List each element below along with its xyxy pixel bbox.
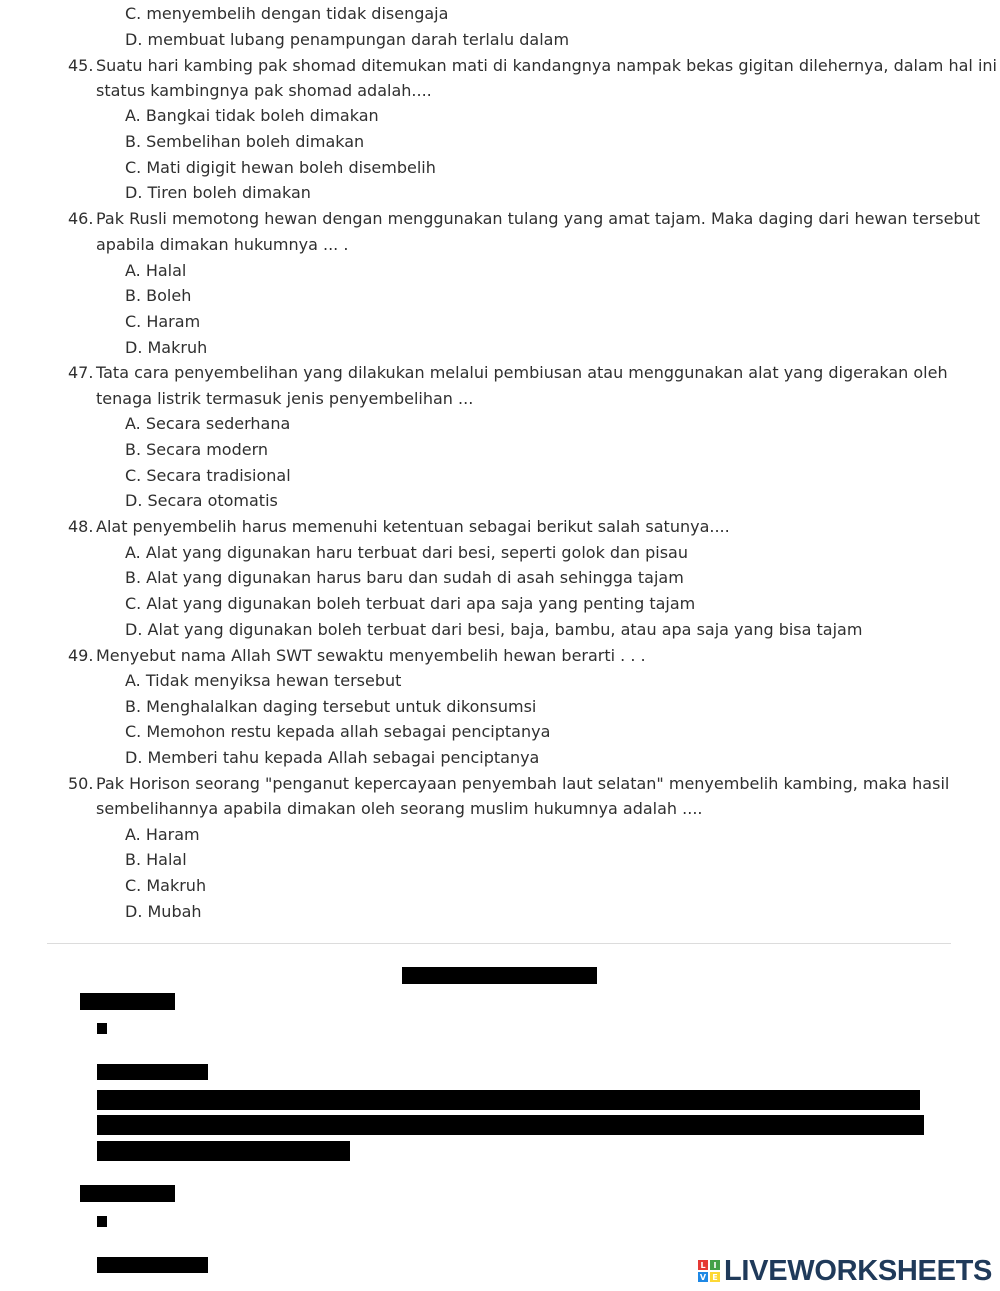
option-c: C. Memohon restu kepada allah sebagai penciptanya bbox=[125, 722, 551, 741]
redacted-bullet bbox=[97, 1216, 107, 1227]
question-text: apabila dimakan hukumnya ... . bbox=[96, 235, 349, 254]
option-a: A. Alat yang digunakan haru terbuat dari besi, seperti golok dan pisau bbox=[125, 543, 688, 562]
question-text: Pak Horison seorang "penganut kepercayaan penyembah laut selatan" menyembelih kambing, maka hasil bbox=[96, 774, 950, 793]
question-text: Pak Rusli memotong hewan dengan menggunakan tulang yang amat tajam. Maka daging dari hewan tersebut bbox=[96, 209, 980, 228]
option-d: D. Tiren boleh dimakan bbox=[125, 183, 311, 202]
option-c: C. Secara tradisional bbox=[125, 466, 291, 485]
option-c: C. Haram bbox=[125, 312, 201, 331]
question-number: 49. bbox=[68, 646, 94, 665]
option-b: B. Secara modern bbox=[125, 440, 269, 459]
option-c: C. Makruh bbox=[125, 876, 207, 895]
question-number: 48. bbox=[68, 517, 94, 536]
option-d: D. Secara otomatis bbox=[125, 491, 278, 510]
question-text: Alat penyembelih harus memenuhi ketentuan sebagai berikut salah satunya.... bbox=[96, 517, 730, 536]
question-text: Suatu hari kambing pak shomad ditemukan mati di kandangnya nampak bekas gigitan dilehernya, dalam hal ini bbox=[96, 56, 997, 75]
redacted-paragraph-line bbox=[97, 1090, 920, 1110]
option-a: A. Secara sederhana bbox=[125, 414, 291, 433]
question-number: 46. bbox=[68, 209, 94, 228]
redacted-title bbox=[402, 967, 597, 984]
redacted-bullet bbox=[97, 1023, 107, 1034]
option-b: B. Halal bbox=[125, 850, 187, 869]
question-text: Tata cara penyembelihan yang dilakukan melalui pembiusan atau menggunakan alat yang digerakan oleh bbox=[96, 363, 948, 382]
logo-text: LIVEWORKSHEETS bbox=[724, 1254, 993, 1287]
option-b: B. Alat yang digunakan harus baru dan sudah di asah sehingga tajam bbox=[125, 568, 684, 587]
option-a: A. Bangkai tidak boleh dimakan bbox=[125, 106, 379, 125]
logo-letter: L bbox=[698, 1260, 708, 1270]
liveworksheets-logo bbox=[698, 1255, 992, 1287]
option-a: A. Halal bbox=[125, 261, 187, 280]
redacted-label bbox=[80, 1185, 175, 1202]
logo-mark-icon bbox=[698, 1260, 720, 1282]
redacted-paragraph-line bbox=[97, 1115, 924, 1135]
option-d: D. Mubah bbox=[125, 902, 202, 921]
redacted-paragraph-line bbox=[97, 1141, 350, 1161]
option-b: B. Boleh bbox=[125, 286, 192, 305]
question-number: 50. bbox=[68, 774, 94, 793]
redacted-label bbox=[80, 993, 175, 1010]
option-d: D. Alat yang digunakan boleh terbuat dari besi, baja, bambu, atau apa saja yang bisa tajam bbox=[125, 620, 863, 639]
option-b: B. Sembelihan boleh dimakan bbox=[125, 132, 365, 151]
question-number: 47. bbox=[68, 363, 94, 382]
question-text: status kambingnya pak shomad adalah.... bbox=[96, 81, 432, 100]
option-text: D. membuat lubang penampungan darah terlalu dalam bbox=[125, 30, 570, 49]
option-d: D. Memberi tahu kepada Allah sebagai penciptanya bbox=[125, 748, 540, 767]
option-a: A. Haram bbox=[125, 825, 200, 844]
logo-letter: E bbox=[710, 1272, 720, 1282]
question-number: 45. bbox=[68, 56, 94, 75]
logo-letter: I bbox=[710, 1260, 720, 1270]
question-text: tenaga listrik termasuk jenis penyembelihan ... bbox=[96, 389, 474, 408]
section-divider bbox=[47, 943, 951, 944]
option-d: D. Makruh bbox=[125, 338, 208, 357]
option-c: C. Mati digigit hewan boleh disembelih bbox=[125, 158, 436, 177]
option-b: B. Menghalalkan daging tersebut untuk dikonsumsi bbox=[125, 697, 537, 716]
redacted-heading bbox=[97, 1257, 208, 1273]
question-text: Menyebut nama Allah SWT sewaktu menyembelih hewan berarti . . . bbox=[96, 646, 646, 665]
option-c: C. Alat yang digunakan boleh terbuat dari apa saja yang penting tajam bbox=[125, 594, 696, 613]
option-text: C. menyembelih dengan tidak disengaja bbox=[125, 4, 449, 23]
logo-letter: V bbox=[699, 1272, 707, 1282]
option-a: A. Tidak menyiksa hewan tersebut bbox=[125, 671, 402, 690]
question-text: sembelihannya apabila dimakan oleh seorang muslim hukumnya adalah .... bbox=[96, 799, 703, 818]
redacted-heading bbox=[97, 1064, 208, 1080]
